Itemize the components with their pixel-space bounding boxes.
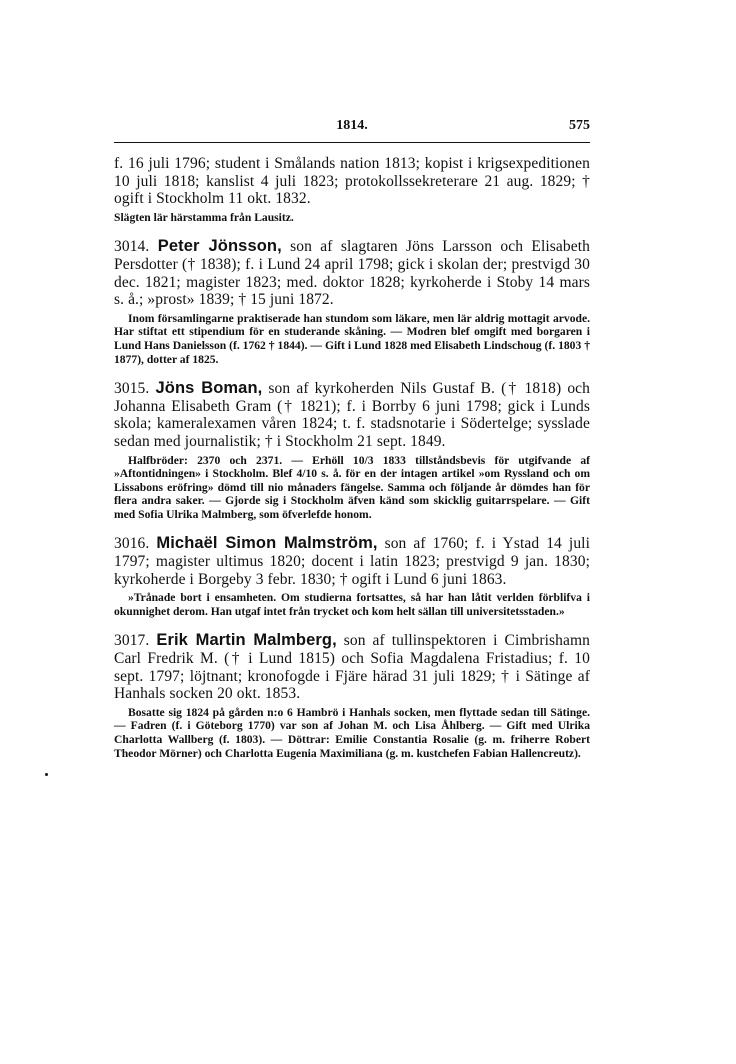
entry-3015 — [114, 380, 590, 521]
entry-note: »Trånade bort i ensamheten. Om studierna fortsattes, så har han låtit verlden förblifva i okunnighet derom. Han utgaf intet från trycket och kom helt sällan till universitetsstaden.» — [114, 591, 590, 618]
header-rule — [114, 142, 590, 143]
entry-name: Michaël Simon Malmström, — [156, 534, 378, 553]
entry-text — [114, 238, 590, 308]
page-content — [114, 118, 590, 760]
entry-body: son af kyrkoherden Nils Gustaf B. († 1818) och Johanna Elisabeth Gram († 1821); f. i Borrby 6 juni 1798; gick i Lunds skola; kameralexamen våren 1824; t. f. stadsnotarie i Södertelge; sysslade sedan med journalistik; † i Stockholm 21 sept. 1849. — [114, 380, 590, 450]
entry-text — [114, 535, 590, 588]
page-number: 575 — [569, 118, 590, 133]
running-header — [114, 118, 590, 140]
entry-note: Bosatte sig 1824 på gården n:o 6 Hambrö i Hanhals socken, men flyttade sedan till Sätinge. — Fadren (f. i Göteborg 1770) var son af Johan M. och Lisa Åhlberg. — Gift med Ulrika Charlotta Wallberg (f. 1803). — Döttrar: Emilie Constantia Rosalie (g. m. friherre Robert Theodor Mörner) och Charlotta Eugenia Maximiliana (g. m. kustchefen Fabian Hallencreutz). — [114, 705, 590, 760]
entry-text — [114, 632, 590, 702]
header-year: 1814. — [336, 118, 368, 133]
entry-body: son af tullinspektoren i Cimbrishamn Carl Fredrik M. († i Lund 1815) och Sofia Magdalena Fristadius; f. 10 sept. 1797; löjtnant; kronofogde i Fjäre härad 31 juli 1829; † i Sätinge af Hanhals socken 20 okt. 1853. — [114, 632, 591, 703]
entry-3014 — [114, 238, 590, 366]
entry-note: Inom församlingarne praktiserade han stundom som läkare, men lär aldrig mottagit arvode. Har stiftat ett stipendium för en studerande skåning. — Modren blef omgift med borgaren i Lund Hans Danielsson (f. 1762 † 1844). — Gift i Lund 1828 med Elisabeth Lindschoug (f. 1803 † 1877), dotter af 1825. — [114, 311, 590, 366]
entry-name: Jöns Boman, — [155, 379, 263, 398]
entry-number: 3017. — [114, 632, 150, 650]
entry-name: Erik Martin Malmberg, — [156, 631, 337, 650]
entry-number: 3015. — [114, 380, 150, 398]
entry-number: 3014. — [114, 238, 150, 256]
entry-note: Slägten lär härstamma från Lausitz. — [114, 210, 294, 224]
margin-speck — [45, 773, 48, 776]
entry-body: son af slagtaren Jöns Larsson och Elisabeth Persdotter († 1838); f. i Lund 24 april 1798; gick i skolan der; prestvigd 30 dec. 1821; magister 1823; med. doktor 1828; kyrkoherde i Stoby 14 mars s. å.; »prost» 1839; † 15 juni 1872. — [114, 238, 590, 309]
entry-number: 3016. — [114, 535, 150, 553]
entry-text — [114, 380, 590, 450]
entry-name: Peter Jönsson, — [157, 237, 282, 256]
entry-continued — [114, 155, 590, 224]
entry-body: son af 1760; f. i Ystad 14 juli 1797; magister ultimus 1820; docent i latin 1823; prestvigd 9 jan. 1830; kyrkoherde i Borgeby 3 febr. 1830; † ogift i Lund 6 juni 1863. — [114, 535, 590, 588]
entry-text: f. 16 juli 1796; student i Smålands nation 1813; kopist i krigsexpeditionen 10 juli 1818; kanslist 4 juli 1823; protokollssekreterare 21 aug. 1829; † ogift i Stockholm 11 okt. 1832. — [114, 155, 590, 208]
entry-note: Halfbröder: 2370 och 2371. — Erhöll 10/3 1833 tillståndsbevis för utgifvande af »Aftontidningen» i Stockholm. Blef 4/10 s. å. för en der intagen artikel »om Ryssland och om Lissabons eröfring» dömd till nio månaders fängelse. Samma och följande år dömdes han för flera andra saker. — Gjorde sig i Stockholm äfven känd som skicklig guitarrspelare. — Gift med Sofia Ulrika Malmberg, som öfverlefde honom. — [114, 453, 590, 521]
entry-3016 — [114, 535, 590, 618]
entry-3017 — [114, 632, 590, 760]
